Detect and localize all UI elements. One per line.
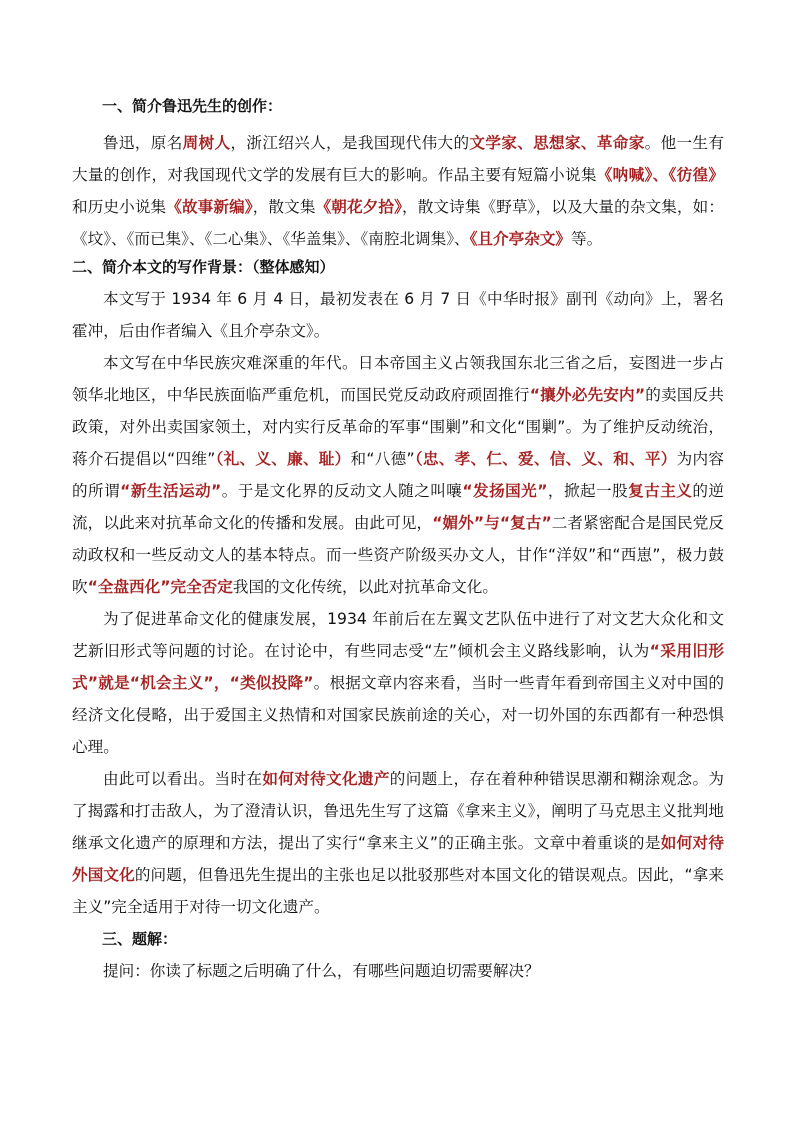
document-page xyxy=(72,95,724,987)
section-1-heading: 一、简介鲁迅先生的创作： xyxy=(102,97,283,115)
emphasis-text: 周树人 xyxy=(182,134,231,152)
section-3-paragraph: 提问：你读了标题之后明确了什么，有哪些问题迫切需要解决？ xyxy=(103,962,540,980)
background-paragraph-3 xyxy=(72,603,724,763)
section-2-heading-text: 二、简介本文的写作背景： xyxy=(72,258,253,276)
body-text: 为了促进革命文化的健康发展，1934 年前后在左翼文艺队伍中进行了对文艺大众化和文艺新旧形式等问题的讨论。在讨论中，有些同志受“左”倾机会主义路线影响，认为 xyxy=(72,610,724,660)
body-text: 和历史小说集 xyxy=(72,198,167,216)
body-text: 和“八德” xyxy=(350,450,415,468)
section-3-heading: 三、题解： xyxy=(102,930,178,948)
emphasis-text: “媚外”与“复古” xyxy=(432,514,552,532)
body-text: 。于是文化界的反动文人随之叫嚷 xyxy=(221,482,463,500)
body-text: 二者紧密配合是国民党反动政权和一些反动文人的基本特点。而一些资产阶级买办文人，甘作“洋奴”和“西崽”，极力鼓吹 xyxy=(72,514,724,596)
emphasis-text: （礼、义、廉、耻） xyxy=(215,450,351,468)
body-text: ，散文集 xyxy=(252,198,316,216)
emphasis-text: “攘外必先安内” xyxy=(529,386,646,404)
background-paragraph-4 xyxy=(72,763,724,923)
body-text: 。根据文章内容来看，当时一些青年看到帝国主义对中国的经济文化侵略，出于爱国主义热情和对国家民族前途的关心，对一切外国的东西都有一种恐惧心理。 xyxy=(72,674,724,756)
emphasis-text: 文学家、思想家、革命家 xyxy=(469,134,645,152)
emphasis-text: 如何对待文化遗产 xyxy=(262,770,390,788)
body-text: 的问题，但鲁迅先生提出的主张也足以批驳那些对本国文化的错误观点。因此，“拿来主义”完全适用于对待一切文化遗产。 xyxy=(72,866,724,916)
body-text: ，散文诗集《野草》，以及大量的杂文集，如：《坟》、《而已集》、《二心集》、《华盖集》、《南腔北调集》、 xyxy=(72,198,724,248)
emphasis-text: “发扬国光” xyxy=(462,482,548,500)
body-text: ，浙江绍兴人，是我国现代伟大的 xyxy=(230,134,470,152)
emphasis-text: （忠、孝、仁、爱、信、义、和、平） xyxy=(414,450,677,468)
body-text: 的逆流，以此来对抗革命文化的传播和发展。由此可见， xyxy=(72,482,724,532)
body-text: 鲁迅，原名 xyxy=(103,134,183,152)
body-text: 由此可以看出。当时在 xyxy=(103,770,263,788)
emphasis-text: 《呐喊》、《彷徨》 xyxy=(596,166,724,184)
emphasis-text: 《故事新编》 xyxy=(166,198,253,216)
body-text: 为内容的所谓 xyxy=(72,450,724,500)
body-text: 等。 xyxy=(570,230,603,248)
section-2-heading-note: （整体感知） xyxy=(252,258,335,276)
body-text: 本文写在中华民族灾难深重的年代。日本帝国主义占领我国东北三省之后，妄图进一步占领华北地区，中华民族面临严重危机，而国民党反动政府顽固推行 xyxy=(72,354,724,404)
body-text: 本文写于 1934 年 6 月 4 日，最初发表在 6 月 7 日《中华时报》副刊《动向》上，署名霍冲，后由作者编入《且介亭杂文》。 xyxy=(72,290,724,340)
emphasis-text: “采用旧形式”就是“机会主义”，“类似投降” xyxy=(72,642,724,692)
body-text: 的问题上，存在着种种错误思潮和糊涂观念。为了揭露和打击敌人，为了澄清认识，鲁迅先生写了这篇《拿来主义》，阐明了马克思主义批判地继承文化遗产的原理和方法，提出了实行“拿来主义”的正确主张。文章中着重谈的是 xyxy=(72,770,724,852)
emphasis-text: “全盘西化”完全否定 xyxy=(87,578,233,596)
background-paragraph-1 xyxy=(72,283,724,347)
body-text: 我国的文化传统，以此对抗革命文化。 xyxy=(232,578,498,596)
body-text: 。他一生有大量的创作，对我国现代文学的发展有巨大的影响。作品主要有短篇小说集 xyxy=(72,134,724,184)
section-2-heading xyxy=(72,251,724,283)
emphasis-text: 复古主义 xyxy=(628,482,693,500)
emphasis-text: 如何对待外国文化 xyxy=(72,834,724,884)
section-1-paragraph xyxy=(72,127,724,255)
body-text: 的卖国反共政策，对外出卖国家领土，对内实行反革命的军事“围剿”和文化“围剿”。为了维护反动统治，蒋介石提倡以“四维” xyxy=(72,386,724,468)
background-paragraph-2 xyxy=(72,347,724,603)
emphasis-text: “新生活运动” xyxy=(120,482,222,500)
emphasis-text: 《且介亭杂文》 xyxy=(469,230,571,248)
emphasis-text: 《朝花夕拾》 xyxy=(315,198,403,216)
body-text: ，掀起一股 xyxy=(547,482,629,500)
